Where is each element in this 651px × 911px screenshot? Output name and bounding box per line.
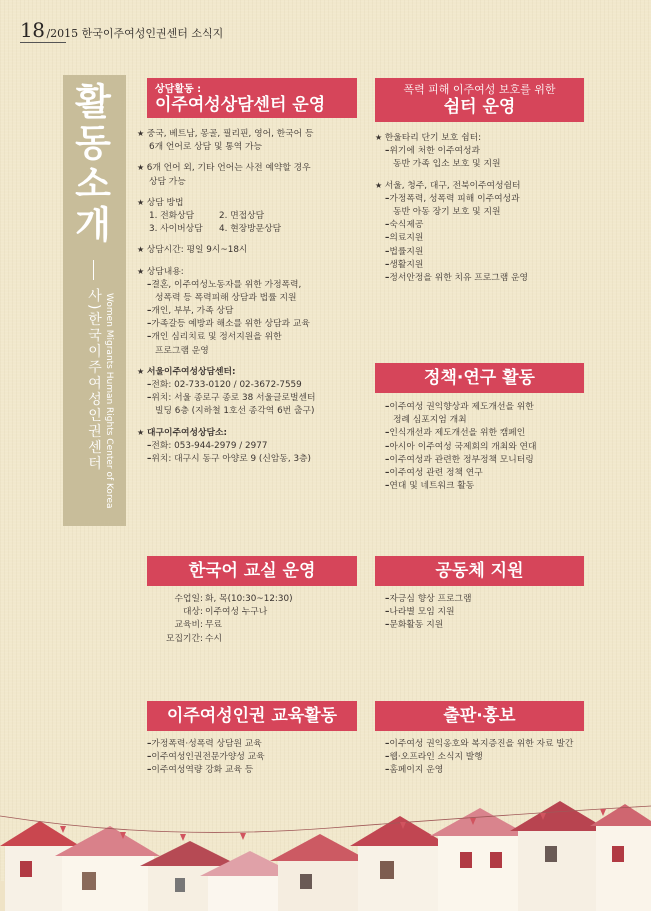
list-item: ★ 상담 방법 1. 전화상담 2. 면접상담 3. 사이버상담 4. 현장방문상담 xyxy=(137,197,369,237)
sidebar-org-korean: 사)한국이주여성인권센터 xyxy=(86,288,102,472)
page-number: 18 xyxy=(20,18,45,42)
publishing-title: 출판·홍보 xyxy=(443,705,516,726)
info-row: 교육비: 무료 xyxy=(174,620,222,631)
info-row: 수업일: 화, 목(10:30~12:30) xyxy=(174,594,293,604)
counseling-title: 이주여성상담센터 운영 xyxy=(155,95,326,116)
list-item: ★ 서울, 청주, 대구, 전북이주여성쉼터 – 가정폭력, 성폭력 피해 이주여성과 동반 아동 장기 보호 및 지원 – 숙식제공 – 의료지원 – 법률지원 – 생활지원 – 정서안정을 위한 치유 프로그램 운영 xyxy=(375,180,595,286)
shelter-banner xyxy=(375,78,584,122)
policy-section xyxy=(375,401,595,493)
publication-title: /2015 한국이주여성인권센터 소식지 xyxy=(46,27,224,40)
list-item: – 연대 및 네트워크 활동 xyxy=(375,480,595,493)
list-item: – 홈페이지 운영 xyxy=(375,764,605,777)
list-item: ★ 상담시간: 평일 9시~18시 xyxy=(137,244,369,257)
counseling-banner xyxy=(147,78,357,118)
list-item: – 이주여성역량 강화 교육 등 xyxy=(137,764,357,777)
sidebar-divider xyxy=(93,260,94,280)
rights-education-banner xyxy=(147,701,357,731)
korean-class-title: 한국어 교실 운영 xyxy=(188,560,316,581)
counseling-section xyxy=(137,128,369,474)
community-title: 공동체 지원 xyxy=(435,560,524,581)
list-item: – 이주여성 권익옹호와 복지증진을 위한 자료 발간 xyxy=(375,738,605,751)
list-item: – 아시아 이주여성 국제회의 개최와 연대 xyxy=(375,441,595,454)
rights-education-title: 이주여성인권 교육활동 xyxy=(166,705,338,726)
shelter-section xyxy=(375,132,595,293)
korean-class-banner xyxy=(147,556,357,586)
list-item: ★ 중국, 베트남, 몽골, 필리핀, 영어, 한국어 등 6개 언어로 상담 및 통역 가능 xyxy=(137,128,369,154)
list-item: ★ 서울이주여성상담센터: – 전화: 02-733-0120 / 02-3672-7559 – 위치: 서울 종로구 종로 38 서울글로벌센터 빌딩 6층 (지하철 1호선 종각역 6번 출구) xyxy=(137,366,369,419)
header-rule xyxy=(20,42,66,43)
list-item: – 나라별 모임 지원 xyxy=(375,606,595,619)
publishing-banner xyxy=(375,701,584,731)
list-item: ★ 한울타리 단기 보호 쉼터: – 위기에 처한 이주여성과 동반 가족 입소 보호 및 지원 xyxy=(375,132,595,172)
list-item: – 이주여성 관련 정책 연구 xyxy=(375,467,595,480)
shelter-subtitle: 폭력 피해 이주여성 보호를 위한 xyxy=(403,82,556,96)
page-header xyxy=(20,18,223,42)
list-item: ★ 대구이주여성상담소: – 전화: 053-944-2979 / 2977 – 위치: 대구시 동구 아양로 9 (신암동, 3층) xyxy=(137,427,369,467)
sidebar-title: 활동소개 xyxy=(68,82,111,246)
list-item: – 웹·오프라인 소식지 발행 xyxy=(375,751,605,764)
rights-education-section xyxy=(137,738,357,778)
community-banner xyxy=(375,556,584,586)
shelter-title: 쉼터 운영 xyxy=(443,96,516,117)
list-item: – 가정폭력·성폭력 상담원 교육 xyxy=(137,738,357,751)
list-item: – 이주여성인권전문가양성 교육 xyxy=(137,751,357,764)
counseling-methods: 1. 전화상담 2. 면접상담 3. 사이버상담 4. 현장방문상담 xyxy=(149,210,282,235)
list-item: – 인식개선과 제도개선을 위한 캠페인 xyxy=(375,427,595,440)
list-item: – 문화활동 지원 xyxy=(375,619,595,632)
info-row: 모집기간: 수시 xyxy=(166,633,222,644)
counseling-tag: 상담활동 : xyxy=(155,84,202,96)
list-item: – 이주여성과 관련한 정부정책 모니터링 xyxy=(375,454,595,467)
community-section xyxy=(375,593,595,633)
list-item: – 이주여성 권익향상과 제도개선을 위한 정례 심포지엄 개최 xyxy=(375,401,595,427)
list-item: – 자긍심 향상 프로그램 xyxy=(375,593,595,606)
publishing-section xyxy=(375,738,605,778)
list-item: ★ 상담내용: – 결혼, 이주여성노동자를 위한 가정폭력, 성폭력 등 폭력피해 상담과 법률 지원 – 개인, 부부, 가족 상담 – 가족갈등 예방과 해소를 위한 상담과 교육 – 개인 심리치료 및 정서지원을 위한 프로그램 운영 xyxy=(137,266,369,358)
list-item: ★ 6개 언어 외, 기타 언어는 사전 예약할 경우 상담 가능 xyxy=(137,162,369,188)
village-illustration xyxy=(0,786,651,911)
korean-class-section xyxy=(137,593,357,646)
policy-title: 정책·연구 활동 xyxy=(424,367,535,388)
policy-banner xyxy=(375,363,584,393)
info-row: 대상: 이주여성 누구나 xyxy=(183,607,268,618)
sidebar-org-english: Women Migrants Human Rights Center of Korea xyxy=(104,293,114,509)
